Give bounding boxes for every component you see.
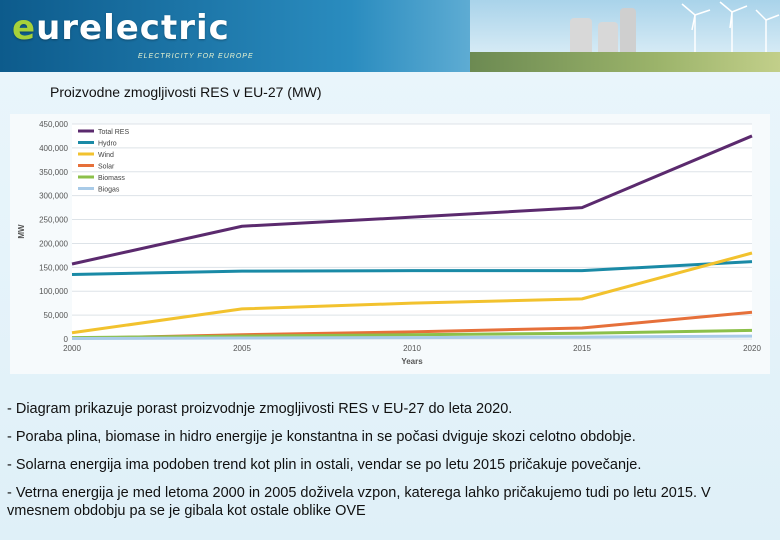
legend-label: Biomass (98, 175, 125, 182)
y-tick-label: 0 (63, 335, 68, 344)
chart-container (10, 114, 770, 374)
bullet-item: - Poraba plina, biomase in hidro energije je konstantna in se počasi dviguje skozi celotno obdobje. (7, 429, 636, 445)
bullet-item: - Vetrna energija je med letoma 2000 in 2005 doživela vzpon, katerega lahko pričakujemo tudi po letu 2015. V vmesnem obdobju pa se je gibala kot ostale oblike OVE (7, 485, 711, 519)
legend-label: Total RES (98, 129, 130, 136)
plot-area (72, 124, 752, 339)
legend-label: Wind (98, 152, 114, 159)
eurelectric-logo: eurelectric (12, 8, 230, 48)
y-tick-label: 100,000 (39, 287, 68, 297)
y-tick-label: 450,000 (39, 120, 68, 129)
y-tick-label: 250,000 (39, 215, 68, 225)
logo-tagline: ELECTRICITY FOR EUROPE (138, 53, 254, 60)
y-tick-label: 50,000 (43, 311, 68, 321)
banner-photo (470, 0, 780, 72)
legend-label: Hydro (98, 140, 117, 148)
y-axis-label: MW (17, 224, 26, 239)
legend-label: Biogas (98, 186, 120, 194)
page-title: Proizvodne zmogljivosti RES v EU-27 (MW) (50, 84, 322, 100)
x-tick-label: 2005 (233, 344, 251, 353)
x-tick-label: 2020 (743, 344, 761, 353)
legend-label: Solar (98, 163, 115, 171)
x-tick-label: 2010 (403, 344, 421, 353)
bullet-item: - Diagram prikazuje porast proizvodnje zmogljivosti RES v EU-27 do leta 2020. (7, 401, 513, 417)
x-axis-label: Years (401, 357, 423, 366)
y-tick-label: 300,000 (39, 191, 68, 201)
header-banner (0, 0, 780, 72)
line-chart (10, 114, 770, 374)
bullet-item: - Solarna energija ima podoben trend kot plin in ostali, vendar se po letu 2015 pričakuje povečanje. (7, 457, 642, 473)
x-tick-label: 2015 (573, 344, 591, 353)
bullet-list (7, 400, 772, 530)
y-tick-label: 350,000 (39, 167, 68, 177)
y-tick-label: 200,000 (39, 239, 68, 249)
x-tick-label: 2000 (63, 344, 81, 353)
y-tick-label: 150,000 (39, 263, 68, 273)
y-tick-label: 400,000 (39, 143, 68, 153)
